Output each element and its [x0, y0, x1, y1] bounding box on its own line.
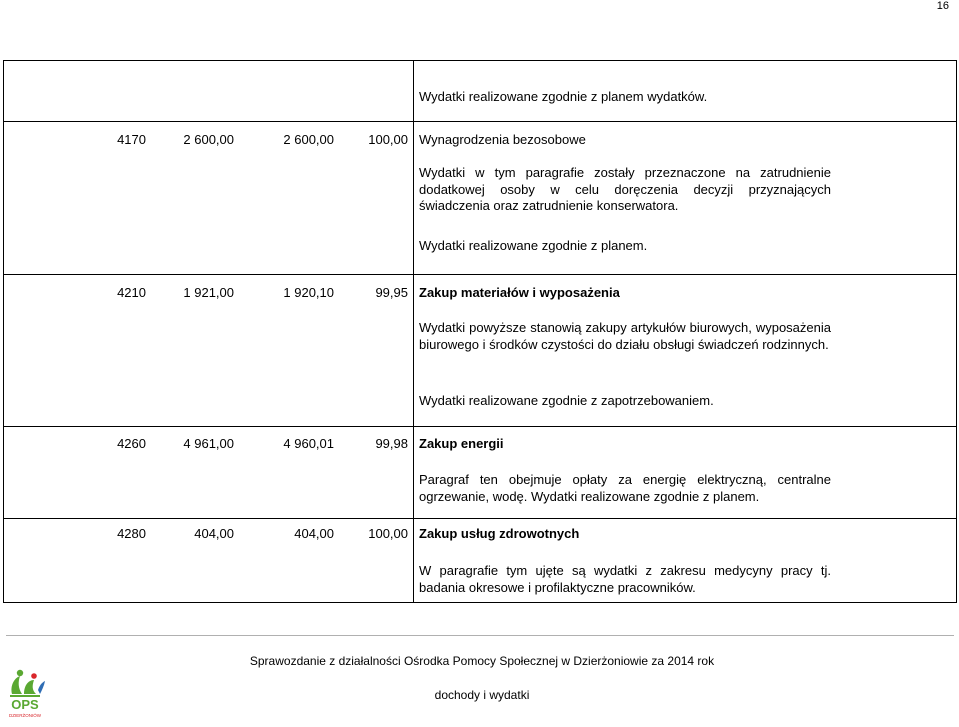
executed-amount: 4 960,01	[283, 436, 334, 451]
paragraph-description: Wydatki w tym paragrafie zostały przeznaczone na zatrudnienie dodatkowej osoby w celu doręczenia decyzji przyznających świadczenia oraz zatrudnienie konserwatora.	[419, 165, 831, 213]
intro-text: Wydatki realizowane zgodnie z planem wydatków.	[419, 89, 708, 104]
plan-amount: 2 600,00	[183, 132, 234, 147]
paragraph-description: Wydatki powyższe stanowią zakupy artykułów biurowych, wyposażenia biurowego i środków czystości do działu obsługi świadczeń rodzinnych.	[419, 320, 831, 352]
table-row	[4, 426, 956, 519]
table-row	[4, 121, 956, 275]
svg-text:OPS: OPS	[11, 697, 39, 712]
footer-divider	[6, 635, 954, 636]
svg-text:DZIERŻONIÓW: DZIERŻONIÓW	[9, 713, 41, 718]
executed-amount: 2 600,00	[283, 132, 334, 147]
paragraph-note: Wydatki realizowane zgodnie z zapotrzebowaniem.	[419, 393, 714, 408]
table-row	[4, 274, 956, 427]
executed-amount: 1 920,10	[283, 285, 334, 300]
paragraph-code: 4280	[117, 526, 146, 541]
paragraph-code: 4260	[117, 436, 146, 451]
ops-logo-icon	[4, 664, 46, 722]
page-number: 16	[936, 0, 949, 12]
paragraph-title: Zakup materiałów i wyposażenia	[419, 285, 620, 300]
paragraph-description: W paragrafie tym ujęte są wydatki z zakresu medycyny pracy tj. badania okresowe i profilaktyczne pracowników.	[419, 563, 831, 595]
executed-amount: 404,00	[294, 526, 334, 541]
table-row	[4, 518, 956, 603]
plan-amount: 4 961,00	[183, 436, 234, 451]
footer-subtitle: dochody i wydatki	[434, 688, 530, 702]
footer-report-title: Sprawozdanie z działalności Ośrodka Pomocy Społecznej w Dzierżoniowie za 2014 rok	[249, 654, 715, 668]
execution-percent: 99,95	[375, 285, 408, 300]
paragraph-code: 4170	[117, 132, 146, 147]
ops-logo	[4, 664, 46, 722]
table-row-intro	[4, 61, 956, 121]
paragraph-title: Wynagrodzenia bezosobowe	[419, 132, 586, 147]
paragraph-code: 4210	[117, 285, 146, 300]
paragraph-title: Zakup energii	[419, 436, 504, 451]
paragraph-description: Paragraf ten obejmuje opłaty za energię elektryczną, centralne ogrzewanie, wodę. Wydatki realizowane zgodnie z planem.	[419, 472, 831, 504]
plan-amount: 1 921,00	[183, 285, 234, 300]
paragraph-note: Wydatki realizowane zgodnie z planem.	[419, 238, 648, 253]
expense-table	[3, 60, 957, 603]
execution-percent: 99,98	[375, 436, 408, 451]
paragraph-title: Zakup usług zdrowotnych	[419, 526, 580, 541]
plan-amount: 404,00	[194, 526, 234, 541]
execution-percent: 100,00	[368, 526, 408, 541]
execution-percent: 100,00	[368, 132, 408, 147]
